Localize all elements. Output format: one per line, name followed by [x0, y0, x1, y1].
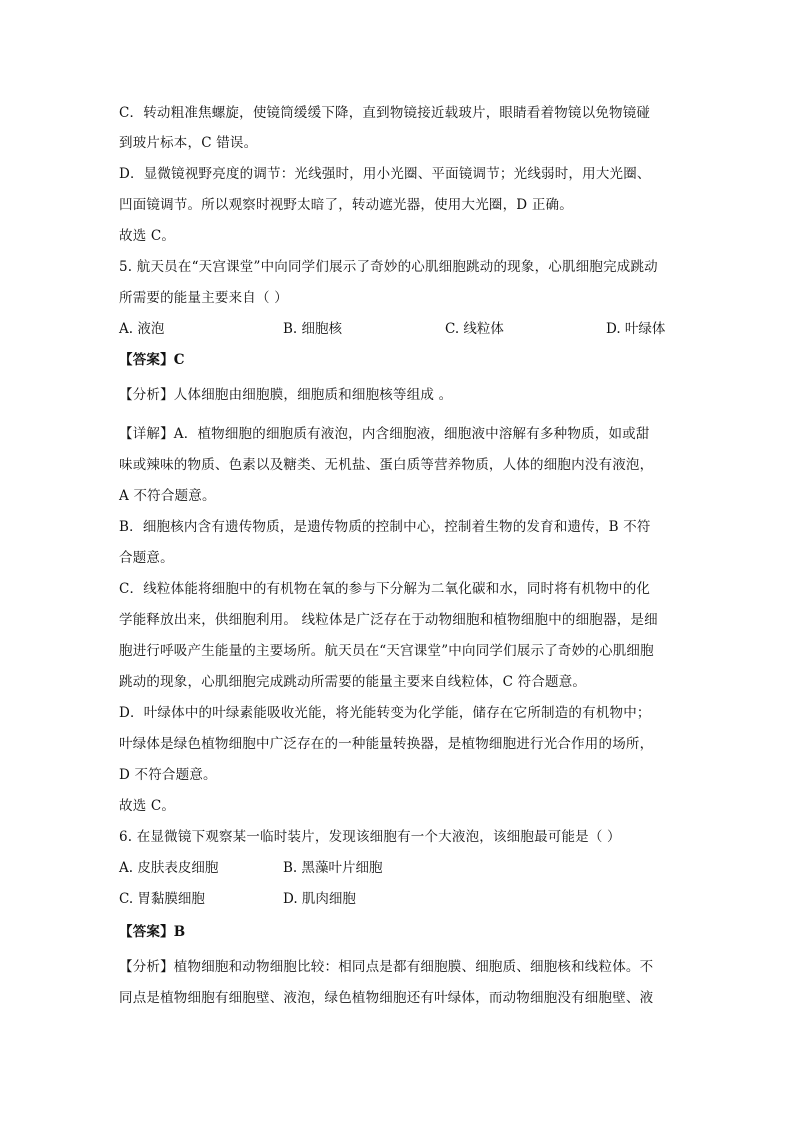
- q5-detail-b-line-2: 合题意。: [119, 550, 174, 566]
- q5-detail-c-line-2: 学能释放出来，供细胞利用。 线粒体是广泛存在于动物细胞和植物细胞中的细胞器，是细: [119, 612, 658, 628]
- q6-option-d: D. 肌肉细胞: [283, 891, 356, 907]
- q5-conclusion: 故选 C。: [119, 798, 176, 814]
- q5-option-a: A. 液泡: [119, 321, 165, 337]
- q5-analysis: 【分析】人体细胞由细胞膜，细胞质和细胞核等组成 。: [119, 387, 453, 403]
- q5-answer: 【答案】C: [119, 352, 185, 368]
- q5-detail-b-line-1: B．细胞核内含有遗传物质，是遗传物质的控制中心，控制着生物的发育和遗传，B 不符: [119, 519, 651, 535]
- q5-option-c: C. 线粒体: [445, 321, 504, 337]
- q6-analysis-line-1: 【分析】植物细胞和动物细胞比较：相同点是都有细胞膜、细胞质、细胞核和线粒体。不: [119, 959, 654, 975]
- option-c-explanation-line-2: 到玻片标本，C 错误。: [119, 135, 258, 151]
- q5-option-d: D. 叶绿体: [606, 321, 666, 337]
- q6-option-c: C. 胃黏膜细胞: [119, 891, 205, 907]
- q5-detail-a-line-1: 【详解】A．植物细胞的细胞质有液泡，内含细胞液，细胞液中溶解有多种物质，如或甜: [119, 426, 650, 442]
- option-d-explanation-line-1: D．显微镜视野亮度的调节：光线强时，用小光圈、平面镜调节；光线弱时，用大光圈、: [119, 166, 651, 182]
- option-c-explanation-line-1: C．转动粗准焦螺旋，使镜筒缓缓下降，直到物镜接近载玻片，眼睛看着物镜以免物镜碰: [119, 105, 651, 121]
- q6-analysis-line-2: 同点是植物细胞有细胞壁、液泡，绿色植物细胞还有叶绿体，而动物细胞没有细胞壁、液: [119, 990, 654, 1006]
- q5-option-b: B. 细胞核: [283, 321, 343, 337]
- q6-stem: 6. 在显微镜下观察某一临时装片，发现该细胞有一个大液泡，该细胞最可能是（ ）: [119, 829, 621, 845]
- q6-option-a: A. 皮肤表皮细胞: [119, 860, 219, 876]
- option-d-explanation-line-2: 凹面镜调节。所以观察时视野太暗了，转动遮光器，使用大光圈，D 正确。: [119, 197, 573, 213]
- q5-detail-c-line-4: 跳动的现象，心肌细胞完成跳动所需要的能量主要来自线粒体，C 符合题意。: [119, 674, 587, 690]
- q5-detail-c-line-3: 胞进行呼吸产生能量的主要场所。航天员在“天宫课堂”中向同学们展示了奇妙的心肌细胞: [119, 643, 654, 659]
- q5-stem-line-1: 5. 航天员在“天宫课堂”中向同学们展示了奇妙的心肌细胞跳动的现象，心肌细胞完成跳动: [119, 259, 658, 275]
- q6-option-b: B. 黑藻叶片细胞: [283, 860, 383, 876]
- q5-detail-d-line-2: 叶绿体是绿色植物细胞中广泛存在的一种能量转换器，是植物细胞进行光合作用的场所，: [119, 736, 654, 752]
- q6-answer: 【答案】B: [119, 924, 186, 940]
- previous-conclusion: 故选 C。: [119, 228, 176, 244]
- q5-detail-a-line-3: A 不符合题意。: [119, 488, 216, 504]
- q5-detail-a-line-2: 味或辣味的物质、色素以及糖类、无机盐、蛋白质等营养物质，人体的细胞内没有液泡，: [119, 457, 654, 473]
- q5-stem-line-2: 所需要的能量主要来自（ ）: [119, 290, 288, 306]
- q5-detail-d-line-3: D 不符合题意。: [119, 767, 217, 783]
- q5-detail-d-line-1: D．叶绿体中的叶绿素能吸收光能，将光能转变为化学能，储存在它所制造的有机物中；: [119, 705, 651, 721]
- q5-detail-c-line-1: C．线粒体能将细胞中的有机物在氧的参与下分解为二氧化碳和水，同时将有机物中的化: [119, 581, 651, 597]
